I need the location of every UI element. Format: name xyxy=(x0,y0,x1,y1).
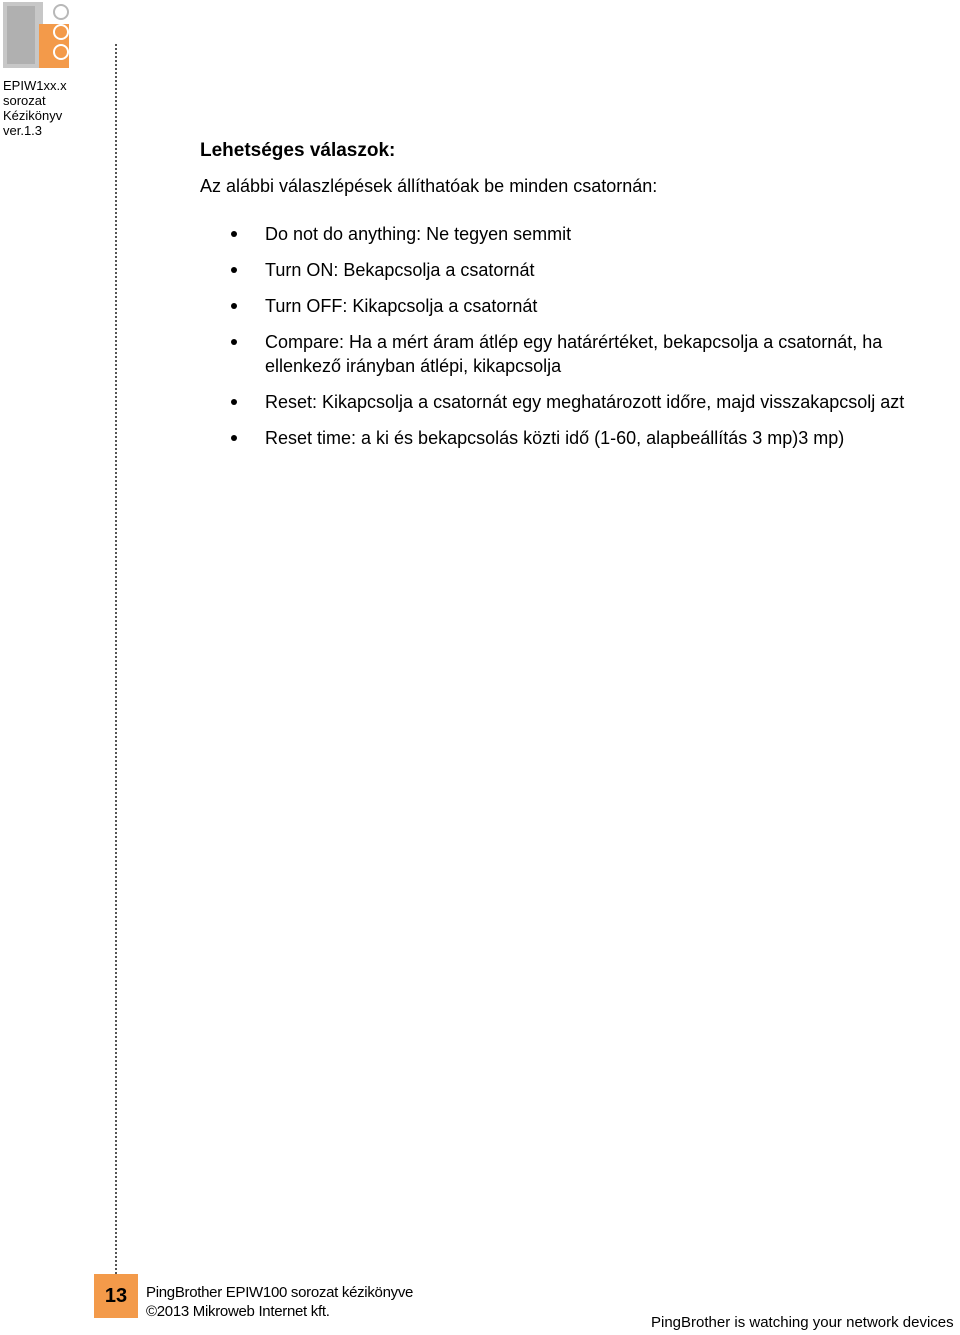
sidebar-line-manual: Kézikönyv xyxy=(3,108,63,123)
list-item-text: Turn OFF: Kikapcsolja a csatornát xyxy=(265,296,538,316)
page-number: 13 xyxy=(94,1274,138,1318)
bullet-icon xyxy=(231,399,237,405)
response-list xyxy=(231,222,960,462)
list-item xyxy=(231,390,960,414)
list-item xyxy=(231,426,960,450)
bullet-icon xyxy=(231,267,237,273)
section-heading: Lehetséges válaszok: xyxy=(200,140,396,161)
footer-title: PingBrother EPIW100 sorozat kézikönyve xyxy=(146,1284,414,1301)
bullet-icon xyxy=(231,231,237,237)
bullet-icon xyxy=(231,303,237,309)
intro-text: Az alábbi válaszlépések állíthatóak be minden csatornán: xyxy=(200,176,658,196)
list-item-text: Turn ON: Bekapcsolja a csatornát xyxy=(265,260,535,280)
list-item-text: Reset: Kikapcsolja a csatornát egy meghatározott időre, majd visszakapcsolj azt xyxy=(265,392,905,412)
list-item-text: Compare: Ha a mért áram átlép egy határértéket, bekapcsolja a csatornát, ha ellenkező irányban átlépi, kikapcsolja xyxy=(265,332,883,376)
list-item-text: Do not do anything: Ne tegyen semmit xyxy=(265,224,572,244)
list-item xyxy=(231,258,960,282)
margin-divider xyxy=(115,44,117,1274)
list-item xyxy=(231,222,960,246)
pingbrother-logo-icon xyxy=(3,2,69,68)
list-item-text: Reset time: a ki és bekapcsolás közti idő (1-60, alapbeállítás 3 mp)3 mp) xyxy=(265,428,845,448)
sidebar-label xyxy=(3,78,67,138)
list-item xyxy=(231,330,960,378)
sidebar-line-version: ver.1.3 xyxy=(3,123,43,138)
bullet-icon xyxy=(231,435,237,441)
sidebar-line-model: EPIW1xx.x xyxy=(3,78,67,93)
sidebar-line-series: sorozat xyxy=(3,93,46,108)
bullet-icon xyxy=(231,339,237,345)
footer-tagline: PingBrother is watching your network devices xyxy=(651,1314,954,1331)
list-item xyxy=(231,294,960,318)
footer-copyright: ©2013 Mikroweb Internet kft. xyxy=(146,1303,330,1320)
